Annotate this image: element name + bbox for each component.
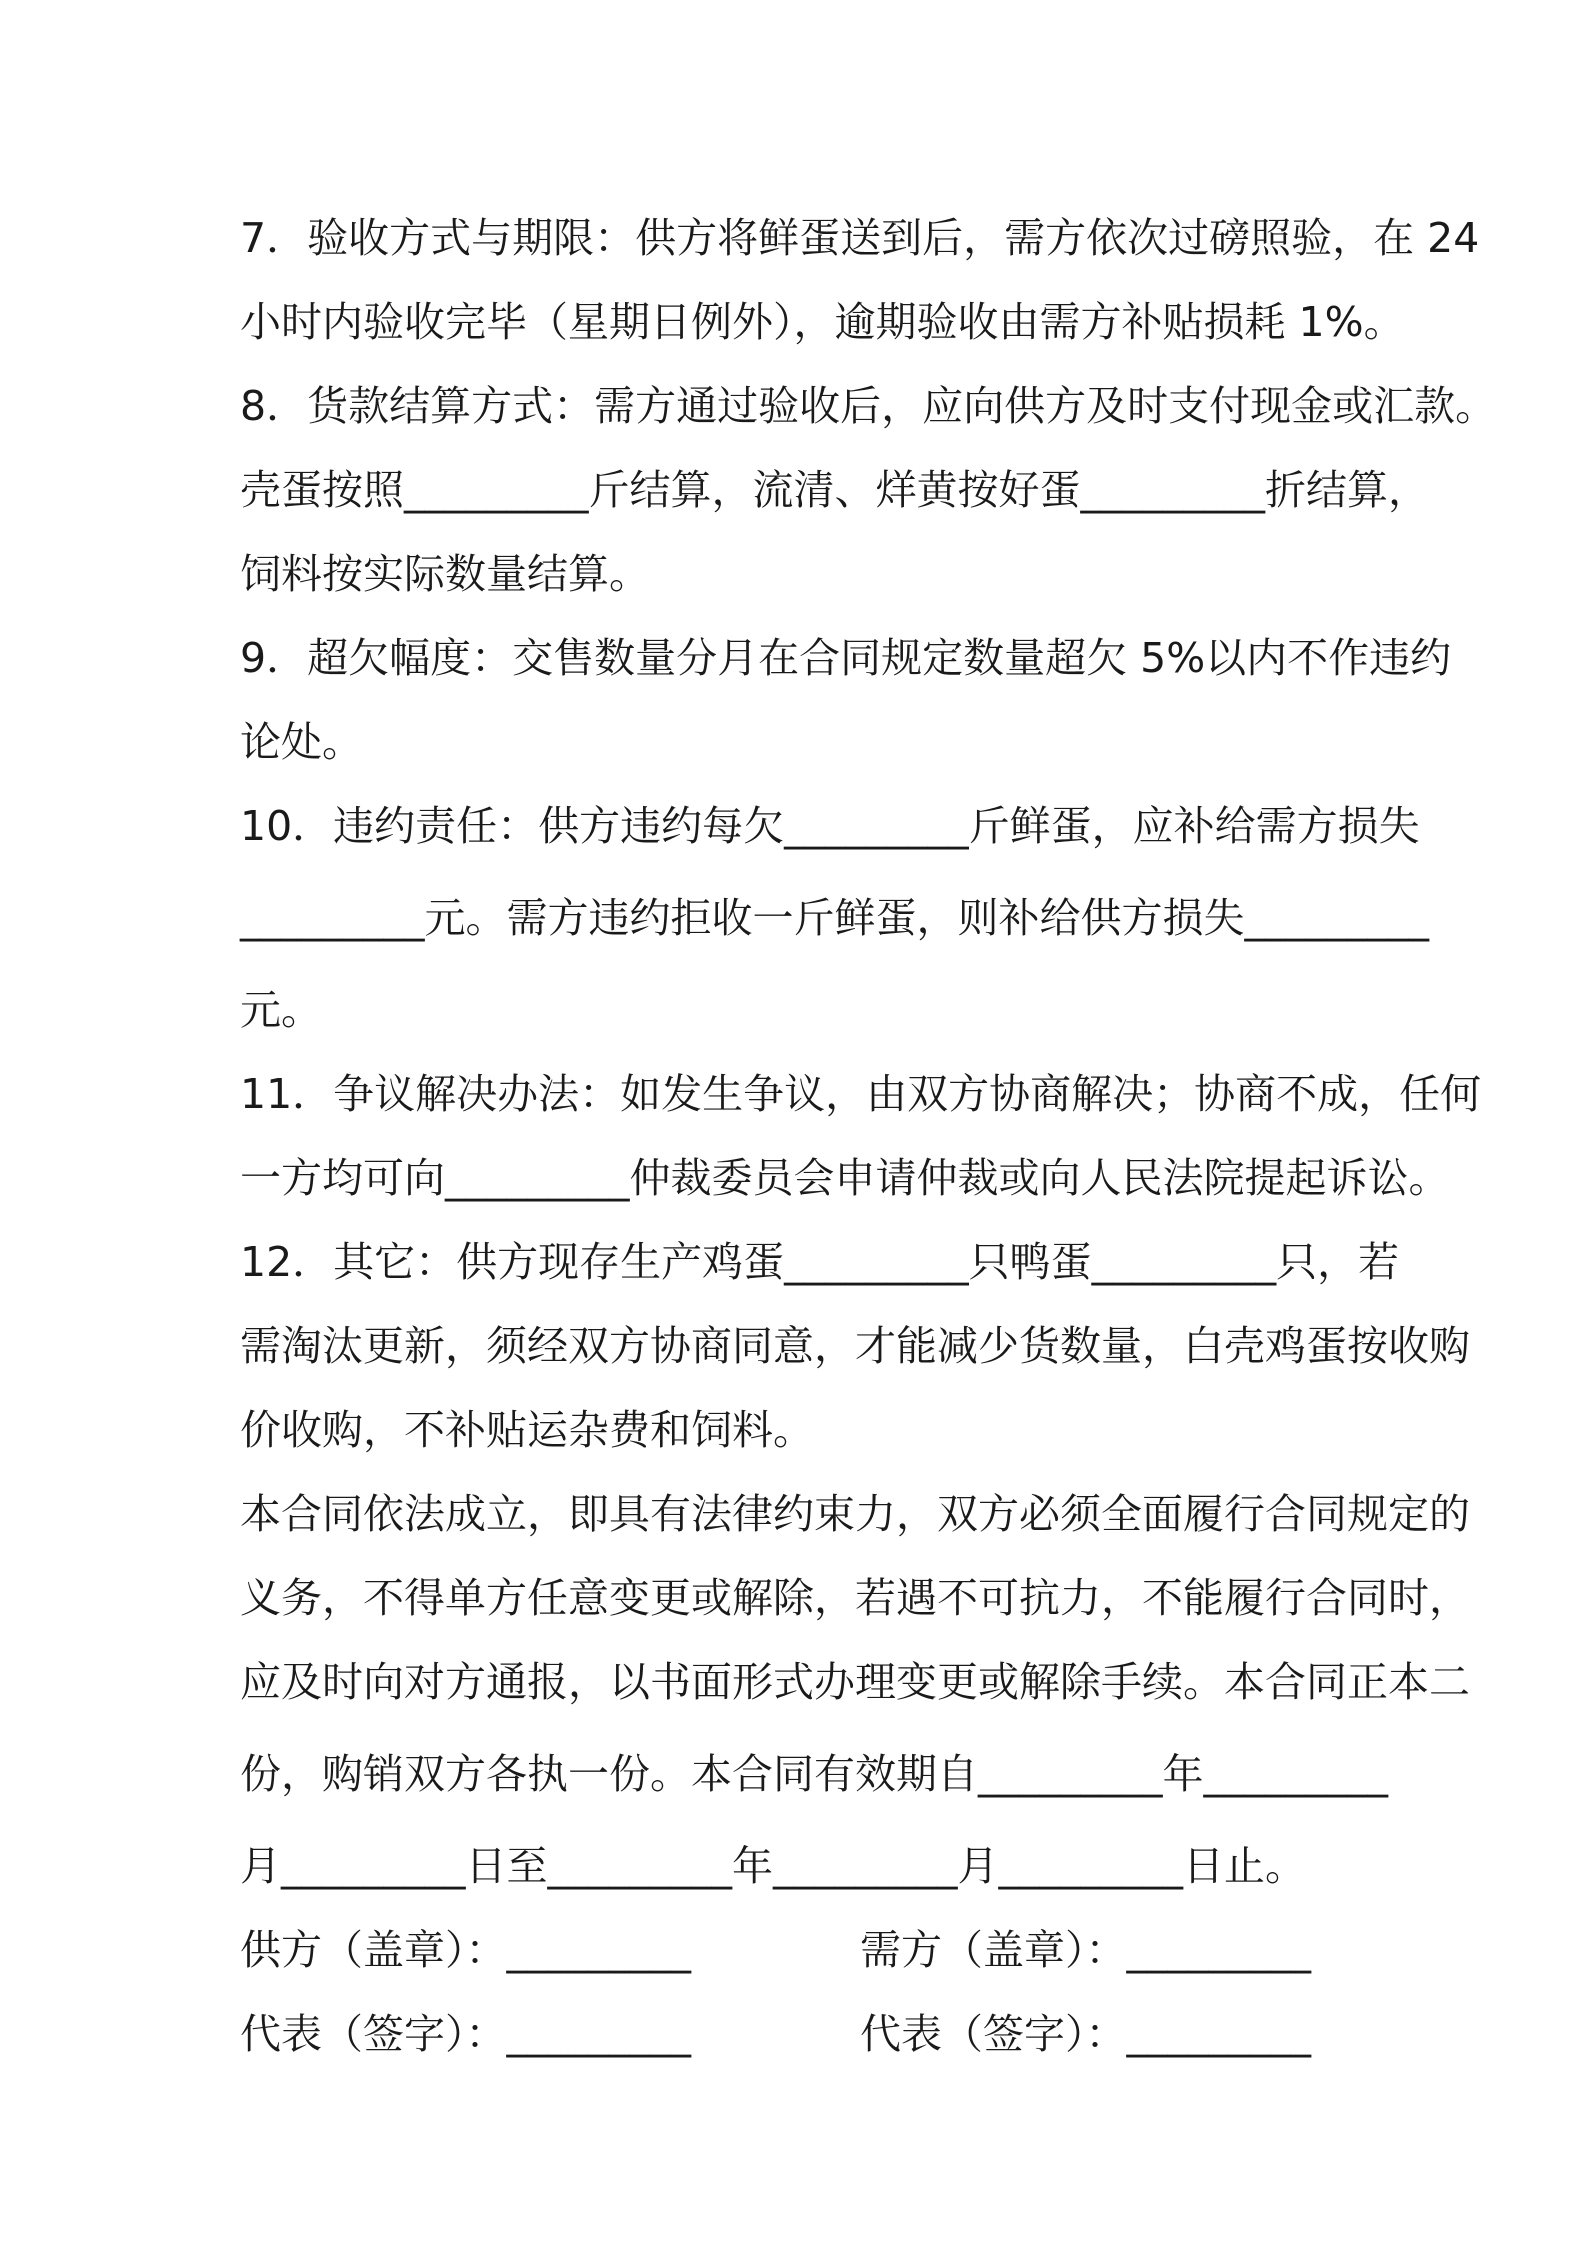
- text-line: 9．超欠幅度：交售数量分月在合同规定数量超欠 5%以内不作违约: [240, 634, 1452, 682]
- buyer-seal-field: 需方（盖章）：_________: [860, 1926, 1311, 1974]
- text-line: 一方均可向_________仲裁委员会申请仲裁或向人民法院提起诉讼。: [240, 1154, 1450, 1202]
- text-line: 壳蛋按照_________斤结算，流清、烊黄按好蛋_________折结算，: [240, 466, 1429, 514]
- text-line: 本合同依法成立，即具有法律约束力，双方必须全面履行合同规定的: [240, 1490, 1470, 1538]
- text-line: 小时内验收完毕（星期日例外），逾期验收由需方补贴损耗 1%。: [240, 298, 1405, 346]
- text-line: 饲料按实际数量结算。: [240, 550, 650, 598]
- text-line: 元。: [240, 986, 322, 1034]
- buyer-representative-field: 代表（签字）：_________: [860, 2010, 1311, 2058]
- text-line: 义务，不得单方任意变更或解除，若遇不可抗力，不能履行合同时，: [240, 1574, 1470, 1622]
- text-line: 月_________日至_________年_________月_________日止。: [240, 1842, 1306, 1890]
- text-line: 价收购，不补贴运杂费和饲料。: [240, 1406, 814, 1454]
- signature-row-seal: [240, 1908, 1370, 1992]
- supplier-representative-field: 代表（签字）：_________: [240, 2010, 691, 2058]
- supplier-seal-field: 供方（盖章）：_________: [240, 1926, 691, 1974]
- text-line: 论处。: [240, 718, 363, 766]
- text-line: 10．违约责任：供方违约每欠_________斤鲜蛋，应补给需方损失: [240, 802, 1420, 850]
- text-line: 份，购销双方各执一份。本合同有效期自_________年_________: [240, 1750, 1388, 1798]
- text-line: 需淘汰更新，须经双方协商同意，才能减少货数量，白壳鸡蛋按收购: [240, 1322, 1470, 1370]
- text-line: 12．其它：供方现存生产鸡蛋_________只鸭蛋_________只，若: [240, 1238, 1400, 1286]
- text-line: 11．争议解决办法：如发生争议，由双方协商解决；协商不成，任何: [240, 1070, 1482, 1118]
- text-line: _________元。需方违约拒收一斤鲜蛋，则补给供方损失_________: [240, 894, 1429, 942]
- text-line: 7．验收方式与期限：供方将鲜蛋送到后，需方依次过磅照验，在 24: [240, 214, 1480, 262]
- signature-row-representative: [240, 1992, 1370, 2076]
- contract-body: [240, 196, 1497, 2076]
- text-line: 8．货款结算方式：需方通过验收后，应向供方及时支付现金或汇款。: [240, 382, 1497, 430]
- text-line: 应及时向对方通报，以书面形式办理变更或解除手续。本合同正本二: [240, 1658, 1470, 1706]
